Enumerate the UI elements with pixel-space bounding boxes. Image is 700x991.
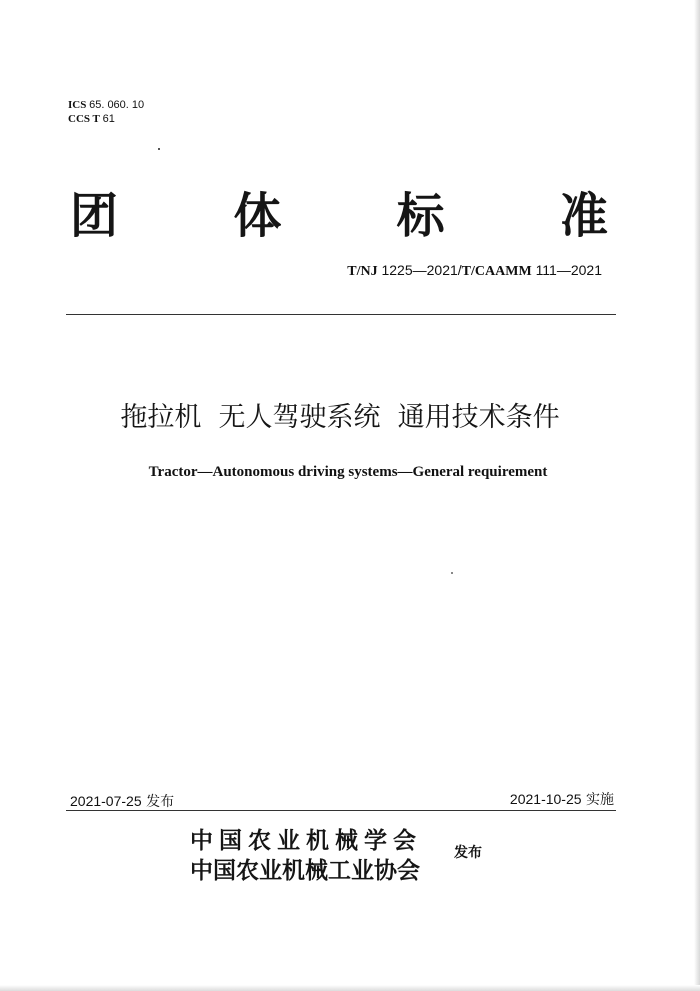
scan-shadow-bottom: [0, 985, 700, 991]
standard-prefix-1: T/NJ: [347, 264, 378, 279]
title-chinese: 拖拉机 无人驾驶系统 通用技术条件: [120, 402, 560, 433]
ics-label: ICS: [68, 99, 87, 111]
scan-speck: [451, 572, 453, 574]
standard-num-1: 1225—2021/: [381, 262, 462, 278]
publisher-org-2: 中国农业机械工业协会: [190, 858, 420, 884]
standard-type-char: 准: [559, 188, 608, 244]
scan-speck: [158, 148, 160, 150]
standard-type-heading: [70, 186, 608, 246]
ccs-line: [68, 112, 144, 126]
standard-prefix-2: T/CAAMM: [461, 264, 532, 279]
standard-number: [347, 261, 602, 281]
standard-num-2: 111—2021: [535, 262, 602, 278]
title-english: Tractor—Autonomous driving systems—General requirement: [148, 464, 548, 480]
publisher-org-1: 中国农业机械学会: [190, 828, 422, 854]
standard-type-char: 体: [233, 188, 282, 244]
ccs-code: 61: [102, 113, 115, 125]
standard-type-char: 团: [70, 188, 119, 244]
implementation-date-value: 2021-10-25: [509, 791, 582, 807]
ccs-label: CCS T: [68, 113, 100, 125]
header-divider: [66, 314, 616, 315]
issue-date: [70, 792, 174, 811]
footer-divider: [66, 810, 616, 811]
publish-label: 发布: [454, 845, 482, 861]
classification-codes: [68, 98, 144, 126]
implementation-date: [510, 790, 614, 809]
issue-date-value: 2021-07-25: [70, 793, 142, 809]
publisher-block: [190, 826, 422, 886]
standard-type-char: 标: [396, 188, 445, 244]
issue-date-label: 发布: [146, 794, 175, 810]
ics-line: [68, 98, 144, 112]
ics-code: 65. 060. 10: [89, 99, 145, 111]
implementation-date-label: 实施: [586, 792, 614, 808]
scan-shadow-right: [694, 0, 700, 991]
